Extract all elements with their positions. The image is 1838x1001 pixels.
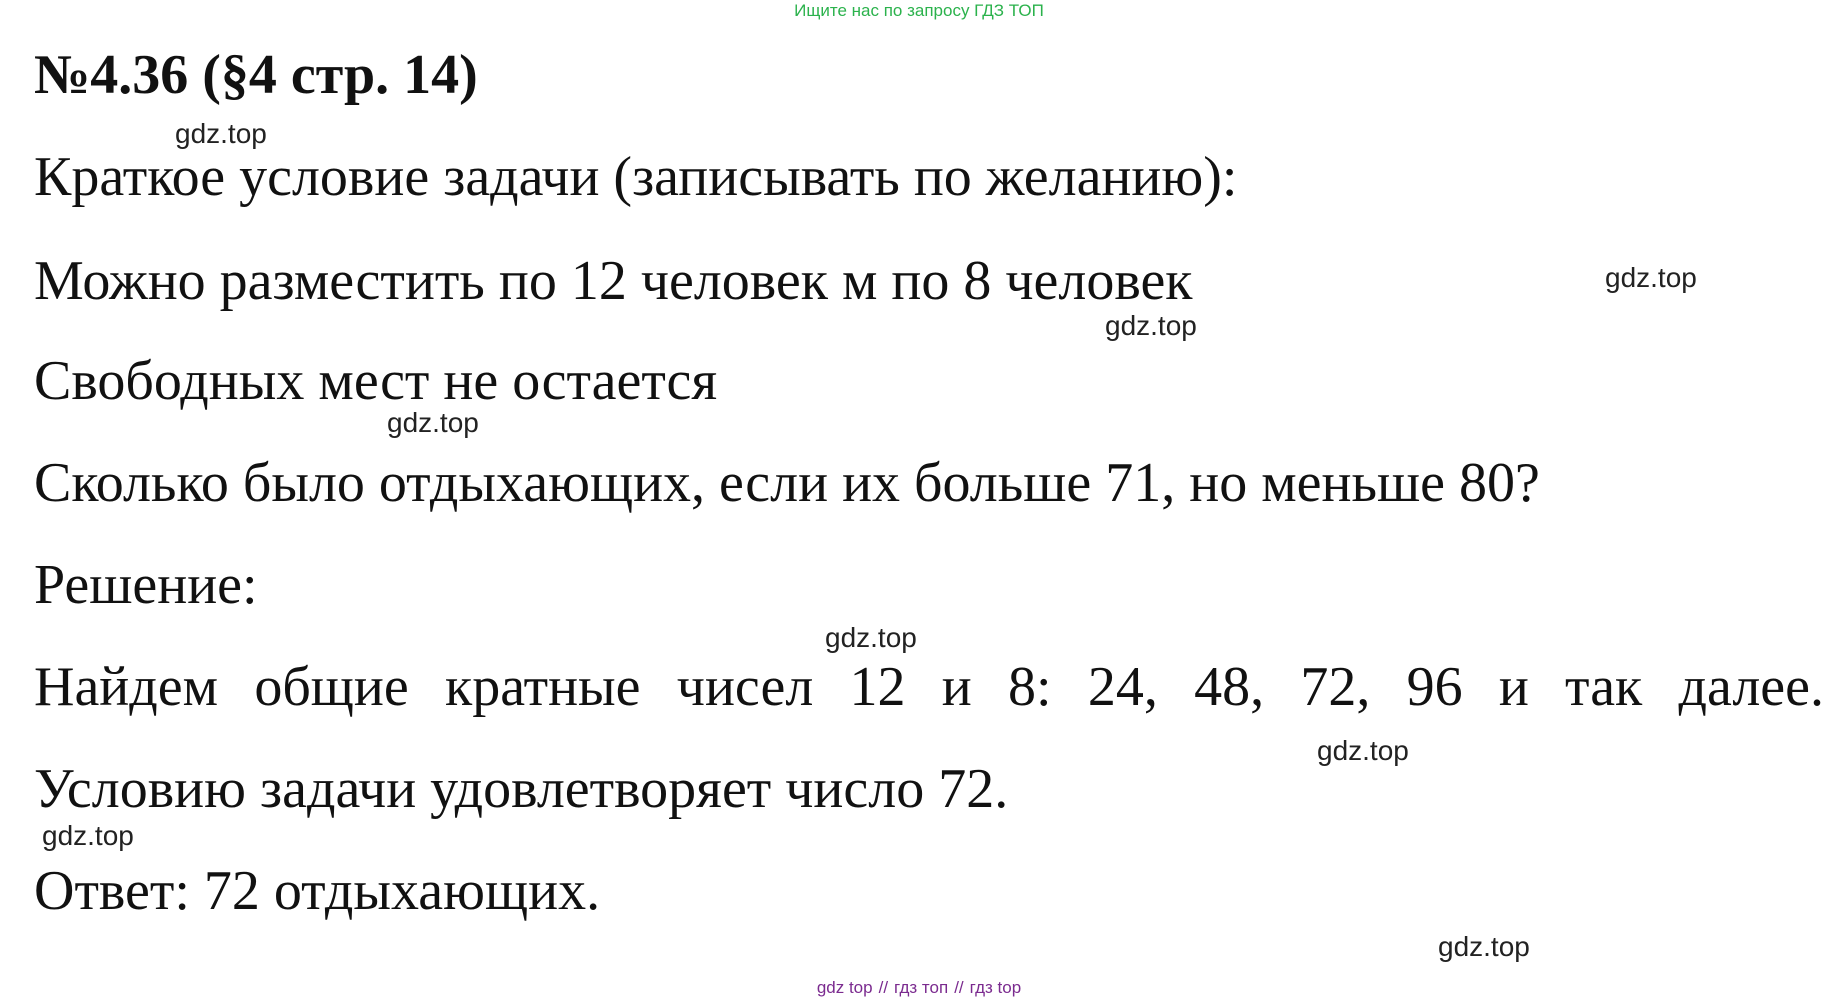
word: 96 <box>1406 656 1463 718</box>
word: и <box>941 656 972 718</box>
watermark: gdz.top <box>1317 735 1409 766</box>
footer-links <box>0 978 1838 998</box>
footer-separator: // <box>954 978 964 997</box>
word: 12 <box>849 656 906 718</box>
answer-line: Ответ: 72 отдыхающих. <box>34 860 601 922</box>
solution-line-2: Условию задачи удовлетворяет число 72. <box>34 758 1009 820</box>
condition-heading: Краткое условие задачи (записывать по желанию): <box>34 146 1238 208</box>
word: так <box>1565 656 1643 718</box>
word: 72, <box>1300 656 1371 718</box>
word: 48, <box>1194 656 1265 718</box>
condition-line-2: Свободных мест не остается <box>34 350 718 412</box>
search-banner: Ищите нас по запросу ГДЗ ТОП <box>794 1 1044 20</box>
word: и <box>1498 656 1529 718</box>
solution-heading: Решение: <box>34 554 258 616</box>
word: 8: <box>1008 656 1052 718</box>
watermark: gdz.top <box>1605 262 1697 293</box>
word: Найдем <box>34 656 219 718</box>
condition-line-1: Можно разместить по 12 человек м по 8 человек <box>34 250 1193 312</box>
exercise-title: №4.36 (§4 стр. 14) <box>34 44 478 106</box>
question-line: Сколько было отдыхающих, если их больше 71, но меньше 80? <box>34 452 1540 514</box>
word: чисел <box>676 656 814 718</box>
watermark: gdz.top <box>42 820 134 851</box>
word: 24, <box>1087 656 1158 718</box>
word: общие <box>254 656 409 718</box>
watermark: gdz.top <box>1105 310 1197 341</box>
watermark: gdz.top <box>175 118 267 149</box>
watermark: gdz.top <box>387 407 479 438</box>
footer-link[interactable]: гдз топ <box>894 978 949 997</box>
word: кратные <box>445 656 641 718</box>
solution-line-1 <box>34 654 1824 720</box>
footer-link[interactable]: гдз top <box>969 978 1022 997</box>
word: далее. <box>1678 656 1824 718</box>
footer-link[interactable]: gdz top <box>816 978 873 997</box>
watermark: gdz.top <box>825 622 917 653</box>
footer-separator: // <box>878 978 889 997</box>
watermark: gdz.top <box>1438 931 1530 962</box>
